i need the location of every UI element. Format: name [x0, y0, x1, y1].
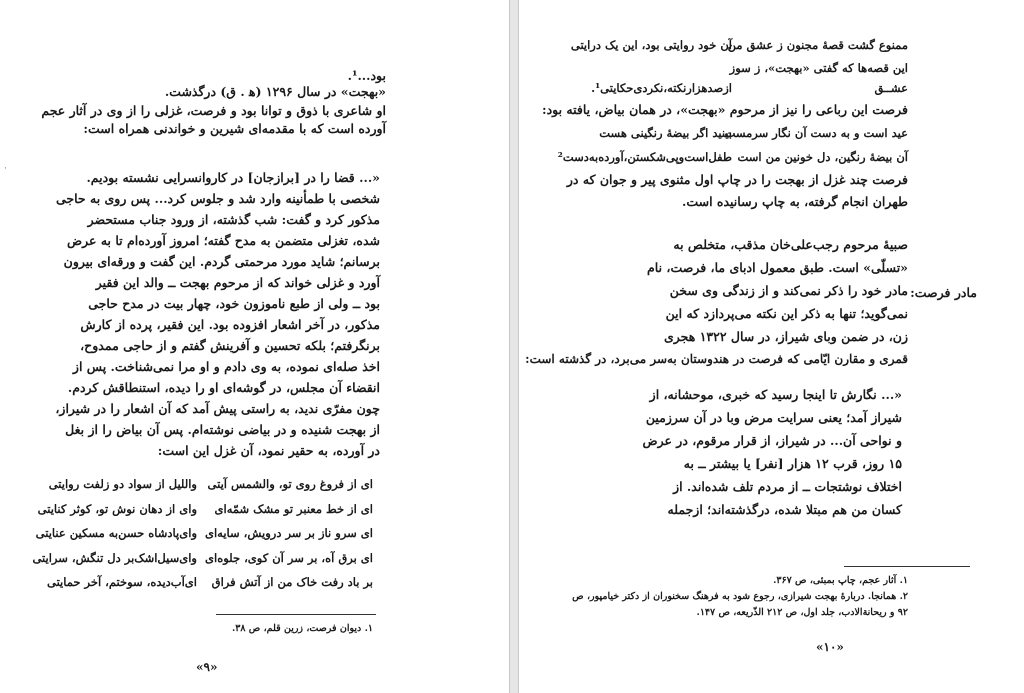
footnote-rule: [844, 566, 970, 567]
quote-line: اخذ صله‌ای نموده، به وی دادم و او مرا نمی‌شناخت. پس از: [72, 359, 380, 374]
body-line: «تسلّی» است. طبق معمول ادبای ما، فرصت، نام: [647, 260, 908, 275]
footnote-rule: [216, 614, 376, 615]
rubai-hemistich-left: بینید اگر بیضهٔ رنگینی هست: [599, 126, 732, 140]
quote-line: بود ــ ولی از طبع ناموزون خود، چهار بیت در مدح حاجی: [88, 296, 380, 311]
quote-line: در آورده، به حقیر نمود، آن غزل این است:: [157, 443, 380, 458]
quote-line: چون مفرّی ندید، به راستی پیش آمد که آن اشعار را در شیراز،: [55, 401, 380, 416]
body-line: صبیهٔ مرحوم رجب‌علی‌خان مذقب، متخلص به: [673, 237, 908, 252]
quote-line: ۱۵ روز، قرب ۱۲ هزار [نفر] یا بیشتر ــ به: [683, 456, 902, 471]
verse-hemistich-right: ای از فروغ روی تو، والشمس آیتی: [207, 477, 373, 491]
body-line: زن، در ضمن وبای شیراز، در سال ۱۳۲۲ هجری: [664, 329, 908, 344]
footnote: ۲. همانجا. دربارهٔ بهجت شیرازی، رجوع شود به فرهنگ سخنوران از دکتر خیامپور، ص: [572, 591, 908, 602]
verse-hemistich-left: وای‌سیل‌اشک‌بر دل تنگش، سرایتی: [32, 551, 197, 565]
heading-line: او شاعری با ذوق و توانا بود و فرصت، غزلی را از وی در آثار عجم: [41, 103, 386, 118]
intro-line: فرصت این رباعی را نیز از مرحوم «بهجت»، در همان بیاض، یافته بود:: [541, 102, 908, 117]
page-number: «۹»: [196, 660, 218, 674]
quote-line: و نواحی آن... در شیراز، از قرار مرقوم، در عرض: [642, 433, 902, 448]
verse-hemistich-left: آن خود روایتی بود، این یک درایتی: [570, 38, 732, 52]
page-number: «۱۰»: [816, 640, 844, 654]
quote-line: «... نگارش تا اینجا رسید که خبری، موحشانه، از: [649, 387, 902, 402]
body-line: فرصت چند غزل از بهجت را در چاپ اول مثنوی پیر و جوان که در: [566, 172, 908, 187]
verse-hemistich-left: ازصدهزارنکته،نکردی‌حکایتی¹.: [591, 81, 732, 95]
margin-mark: ·: [4, 164, 7, 174]
body-line: مادر خود را ذکر نمی‌کند و از زندگی وی سخن: [669, 283, 908, 298]
rubai-hemistich-left: طفل‌است‌وپی‌شکستن،آورده‌به‌دست²: [557, 150, 732, 164]
left-page: [0, 0, 509, 693]
quote-line: مذکور کرد و گفت: شب گذشته، از ورود جناب مستحضر: [87, 212, 380, 227]
heading-line: بود...¹.: [347, 68, 386, 83]
body-line: قمری و مقارن ایّامی که فرصت در هندوستان به‌سر می‌برد، در گذشته است:: [525, 352, 908, 366]
verse-hemistich-right: بر باد رفت خاک من از آتش فراق: [211, 575, 373, 589]
right-page: [519, 0, 1024, 693]
verse-hemistich-right: ای برق آه، بر سر آن کوی، جلوه‌ای: [205, 551, 373, 565]
quote-line: انقضاء آن مجلس، در گوشه‌ای او را دیده، استنطاقش کردم.: [67, 380, 380, 395]
quote-line: اختلاف نوشتجات ــ از مردم تلف شده‌اند. از: [673, 479, 902, 494]
quote-line: «... قضا را در [برازجان] در کاروانسرایی نشسته بودیم.: [86, 170, 380, 185]
quote-line: مذکور، در آخر اشعار افزوده بود. این فقیر، پرده از کارش: [80, 317, 380, 332]
rubai-hemistich-right: آن بیضهٔ رنگین، دل خونین من است: [737, 150, 908, 164]
verse-hemistich-right: این قصه‌ها که گفتی «بهجت»، ز سوز: [729, 61, 908, 75]
verse-hemistich-left: وای از دهان نوش تو، کوثر کنایتی: [37, 502, 197, 516]
heading-line: آورده است که با مقدمه‌ای شیرین و خواندنی همراه است:: [83, 121, 386, 136]
verse-hemistich-left: وای‌پادشاه حسن‌به مسکین عنایتی: [35, 526, 197, 540]
footnote: ۹۲ و ریحانة‌الادب، جلد اول، ص ۲۱۲ الذّریعه، ص ۱۴۷.: [696, 607, 908, 618]
quote-line: آورد و غزلی خواند که از مرحوم بهجت ــ والد این فقیر: [95, 275, 380, 290]
footnote: ۱. آثار عجم، چاپ بمبئی، ص ۳۶۷.: [773, 575, 908, 586]
verse-hemistich-right: ای از خط معنبر تو مشک شمّه‌ای: [214, 502, 373, 516]
verse-hemistich-left: ای‌آب‌دیده، سوختم، آخر حمایتی: [46, 575, 197, 589]
quote-line: برنگرفتم؛ بلکه تحسین و آفرینش گفتم و از حاجی ممدوح،: [80, 338, 380, 353]
book-gutter: [509, 0, 519, 693]
quote-line: برسانم؛ شاید مورد مرحمتی گردم. این گفت و ورقه‌ای بیرون: [63, 254, 380, 269]
quote-line: شخصی با طمأنینه وارد شد و جلوس کرد... پس روی به حاجی: [55, 191, 380, 206]
quote-line: شیراز آمد؛ یعنی سرایت مرض وبا در آن سرزمین: [645, 410, 902, 425]
body-line: طهران انجام گرفته، به چاپ رسانیده است.: [681, 194, 908, 209]
quote-line: کسان من هم مبتلا شده، درگذشته‌اند؛ ازجمله: [667, 502, 902, 517]
quote-line: شده، تغزلی متضمن به مدح گفته؛ امروز آورده‌ام تا به عرض: [67, 233, 380, 248]
quote-line: از بهجت شنیده و در بیاضی نوشته‌ام. پس آن بیاض را از بغل: [65, 422, 380, 437]
verse-hemistich-left: واللیل از سواد دو زلفت روایتی: [48, 477, 197, 491]
verse-hemistich-right: ای سرو ناز بر سر درویش، سایه‌ای: [204, 526, 373, 540]
heading-line: «بهجت» در سال ۱۲۹۶ (ﻫ . ق) درگذشت.: [164, 84, 386, 99]
gutter-edge: [509, 0, 510, 693]
verse-hemistich-right: عشــق: [874, 81, 908, 95]
verse-hemistich-right: ممنوع گشت قصهٔ مجنون ز عشق من: [727, 38, 908, 52]
body-line: نمی‌گوید؛ تنها به ذکر این نکته می‌پردازد که این: [665, 306, 908, 321]
footnote: ۱. دیوان فرصت، زرین قلم، ص ۳۸.: [231, 623, 373, 634]
section-label-mother: مادر فرصت:: [910, 285, 977, 300]
rubai-hemistich-right: عید است و به دست آن نگار سرمست: [724, 126, 908, 140]
